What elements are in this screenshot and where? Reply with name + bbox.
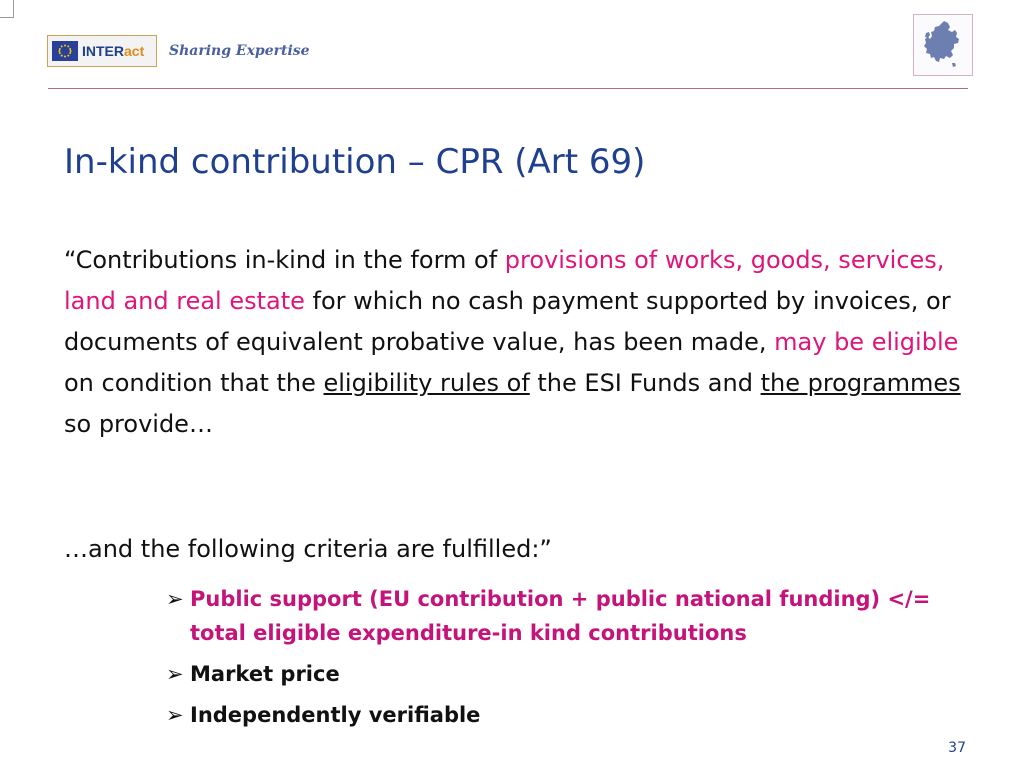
quote-text: the ESI Funds and [529, 369, 761, 397]
page-number: 37 [948, 740, 966, 756]
eu-flag-icon [52, 41, 78, 61]
tagline: Sharing Expertise [169, 43, 310, 59]
criteria-list [166, 582, 986, 732]
underlined-text: eligibility rules of [323, 369, 530, 397]
logo-wordmark: INTERact [82, 43, 145, 59]
highlighted-text: may be eligible [774, 328, 959, 356]
criteria-text: Public support (EU contribution + public national funding) </= total eligible expenditure-in kind contributions [190, 587, 931, 645]
criteria-item [166, 698, 986, 732]
quote-paragraph [64, 240, 964, 445]
slide-title: In-kind contribution – CPR (Art 69) [64, 142, 646, 182]
interact-logo [47, 35, 157, 67]
criteria-text: Market price [190, 662, 340, 686]
criteria-text: Independently verifiable [190, 703, 481, 727]
criteria-item [166, 582, 986, 650]
europe-map-icon [913, 14, 973, 76]
underlined-text: the programmes [760, 369, 961, 397]
criteria-intro: …and the following criteria are fulfilled:” [64, 535, 552, 563]
slide-corner-mark [0, 0, 14, 18]
header-branding [47, 35, 310, 67]
quote-text: so provide… [64, 410, 213, 438]
arrow-bullet-icon: ➢ [166, 703, 184, 727]
highlighted-text: provisions of works, goods, services, land and real estate [64, 246, 945, 315]
quote-text: for which no cash payment supported by invoices, or documents of equivalent probative value, has been made, [64, 287, 951, 356]
quote-text: on condition that the [64, 369, 324, 397]
arrow-bullet-icon: ➢ [166, 662, 184, 686]
criteria-item [166, 657, 986, 691]
quote-text: “Contributions in-kind in the form of [64, 246, 505, 274]
arrow-bullet-icon: ➢ [166, 587, 184, 611]
header-divider [48, 88, 968, 89]
